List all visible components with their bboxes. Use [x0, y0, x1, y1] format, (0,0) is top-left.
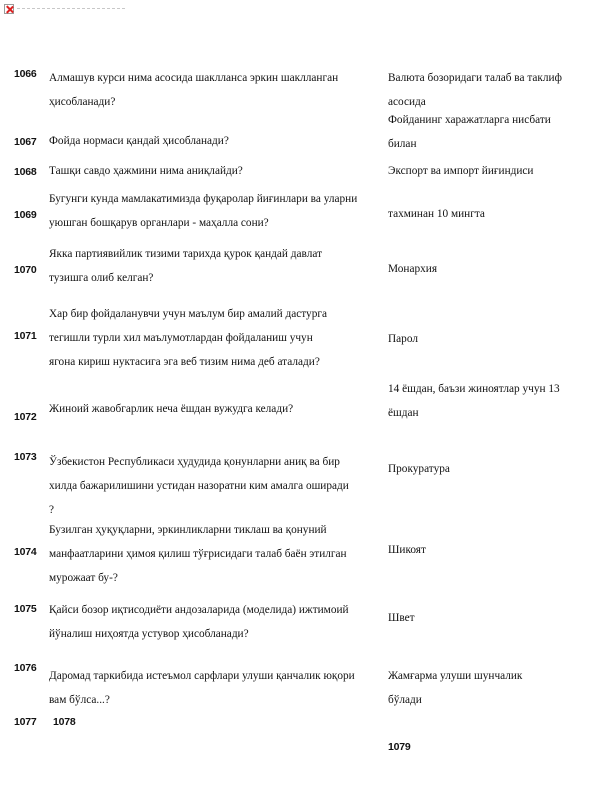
- answer-text: тахминан 10 мингта: [388, 208, 485, 220]
- question-text: Ўзбекистон Республикаси ҳудудида қонунларни аниқ ва бир хилда бажарилишини устидан назоратни ким амалга оширади ?: [49, 456, 349, 516]
- question-text: Фойда нормаси қандай ҳисобланади?: [49, 135, 229, 147]
- answer-text: Экспорт ва импорт йиғиндиси: [388, 165, 534, 177]
- answer-text: Парол: [388, 333, 418, 345]
- faint-header-line: [17, 8, 127, 9]
- answer-text: Шикоят: [388, 544, 426, 556]
- row-number: 1072: [14, 411, 37, 423]
- row-number: 1074: [14, 546, 37, 558]
- question-text: Жиноий жавобгарлик неча ёшдан вужудга келади?: [49, 403, 294, 415]
- answer-text: Валюта бозоридаги талаб ва таклиф асосида: [388, 72, 562, 108]
- answer-text: Швет: [388, 612, 415, 624]
- row-number: 1075: [14, 603, 37, 615]
- row-number: 1077: [14, 716, 37, 728]
- row-number: 1076: [14, 662, 37, 674]
- row-number: 1069: [14, 209, 37, 221]
- question-text: Хар бир фойдаланувчи учун маълум бир амалий дастурга тегишли турли хил маълумотлардан фойдаланиш учун ягона кириш нуктасига эга веб тизим нима деб аталади?: [49, 308, 327, 368]
- broken-image-icon: [4, 4, 14, 14]
- row-number: 1066: [14, 68, 37, 80]
- question-text: Бузилган ҳуқуқларни, эркинликларни тиклаш ва қонуний манфаатларини ҳимоя қилиш тўғрисидаги талаб баён этилган мурожаат бу-?: [49, 524, 347, 584]
- answer-text: 14 ёшдан, баъзи жиноятлар учун 13 ёшдан: [388, 383, 560, 419]
- question-text: Даромад таркибида истеъмол сарфлари улуши қанчалик юқори вам бўлса...?: [49, 670, 355, 706]
- question-text: Якка партиявийлик тизими тарихда қурок қандай давлат тузишга олиб келган?: [49, 248, 323, 284]
- question-text: Бугунги кунда мамлакатимизда фуқаролар йиғинлари ва уларни уюшган бошқарув органлари - маҳалла сони?: [49, 193, 358, 229]
- answer-text: Монархия: [388, 263, 438, 275]
- question-text: Ташқи савдо ҳажмини нима аниқлайди?: [49, 165, 243, 177]
- row-number: 1068: [14, 166, 37, 178]
- stray-number-left: 1078: [53, 716, 76, 728]
- row-number: 1071: [14, 330, 37, 342]
- stray-number-right: 1079: [388, 741, 411, 753]
- answer-text: Фойданинг харажатларга нисбати билан: [388, 114, 551, 150]
- question-text: Қайси бозор иқтисодиёти андозаларида (моделида) ижтимоий йўналиш ниҳоятда устувор ҳисобланади?: [49, 604, 349, 640]
- row-number: 1073: [14, 451, 37, 463]
- row-number: 1067: [14, 136, 37, 148]
- answer-text: Жамғарма улуши шунчалик бўлади: [388, 670, 523, 706]
- row-number: 1070: [14, 264, 37, 276]
- question-text: Алмашув курси нима асосида шаклланса эркин шаклланган ҳисобланади?: [49, 72, 339, 108]
- answer-text: Прокуратура: [388, 463, 450, 475]
